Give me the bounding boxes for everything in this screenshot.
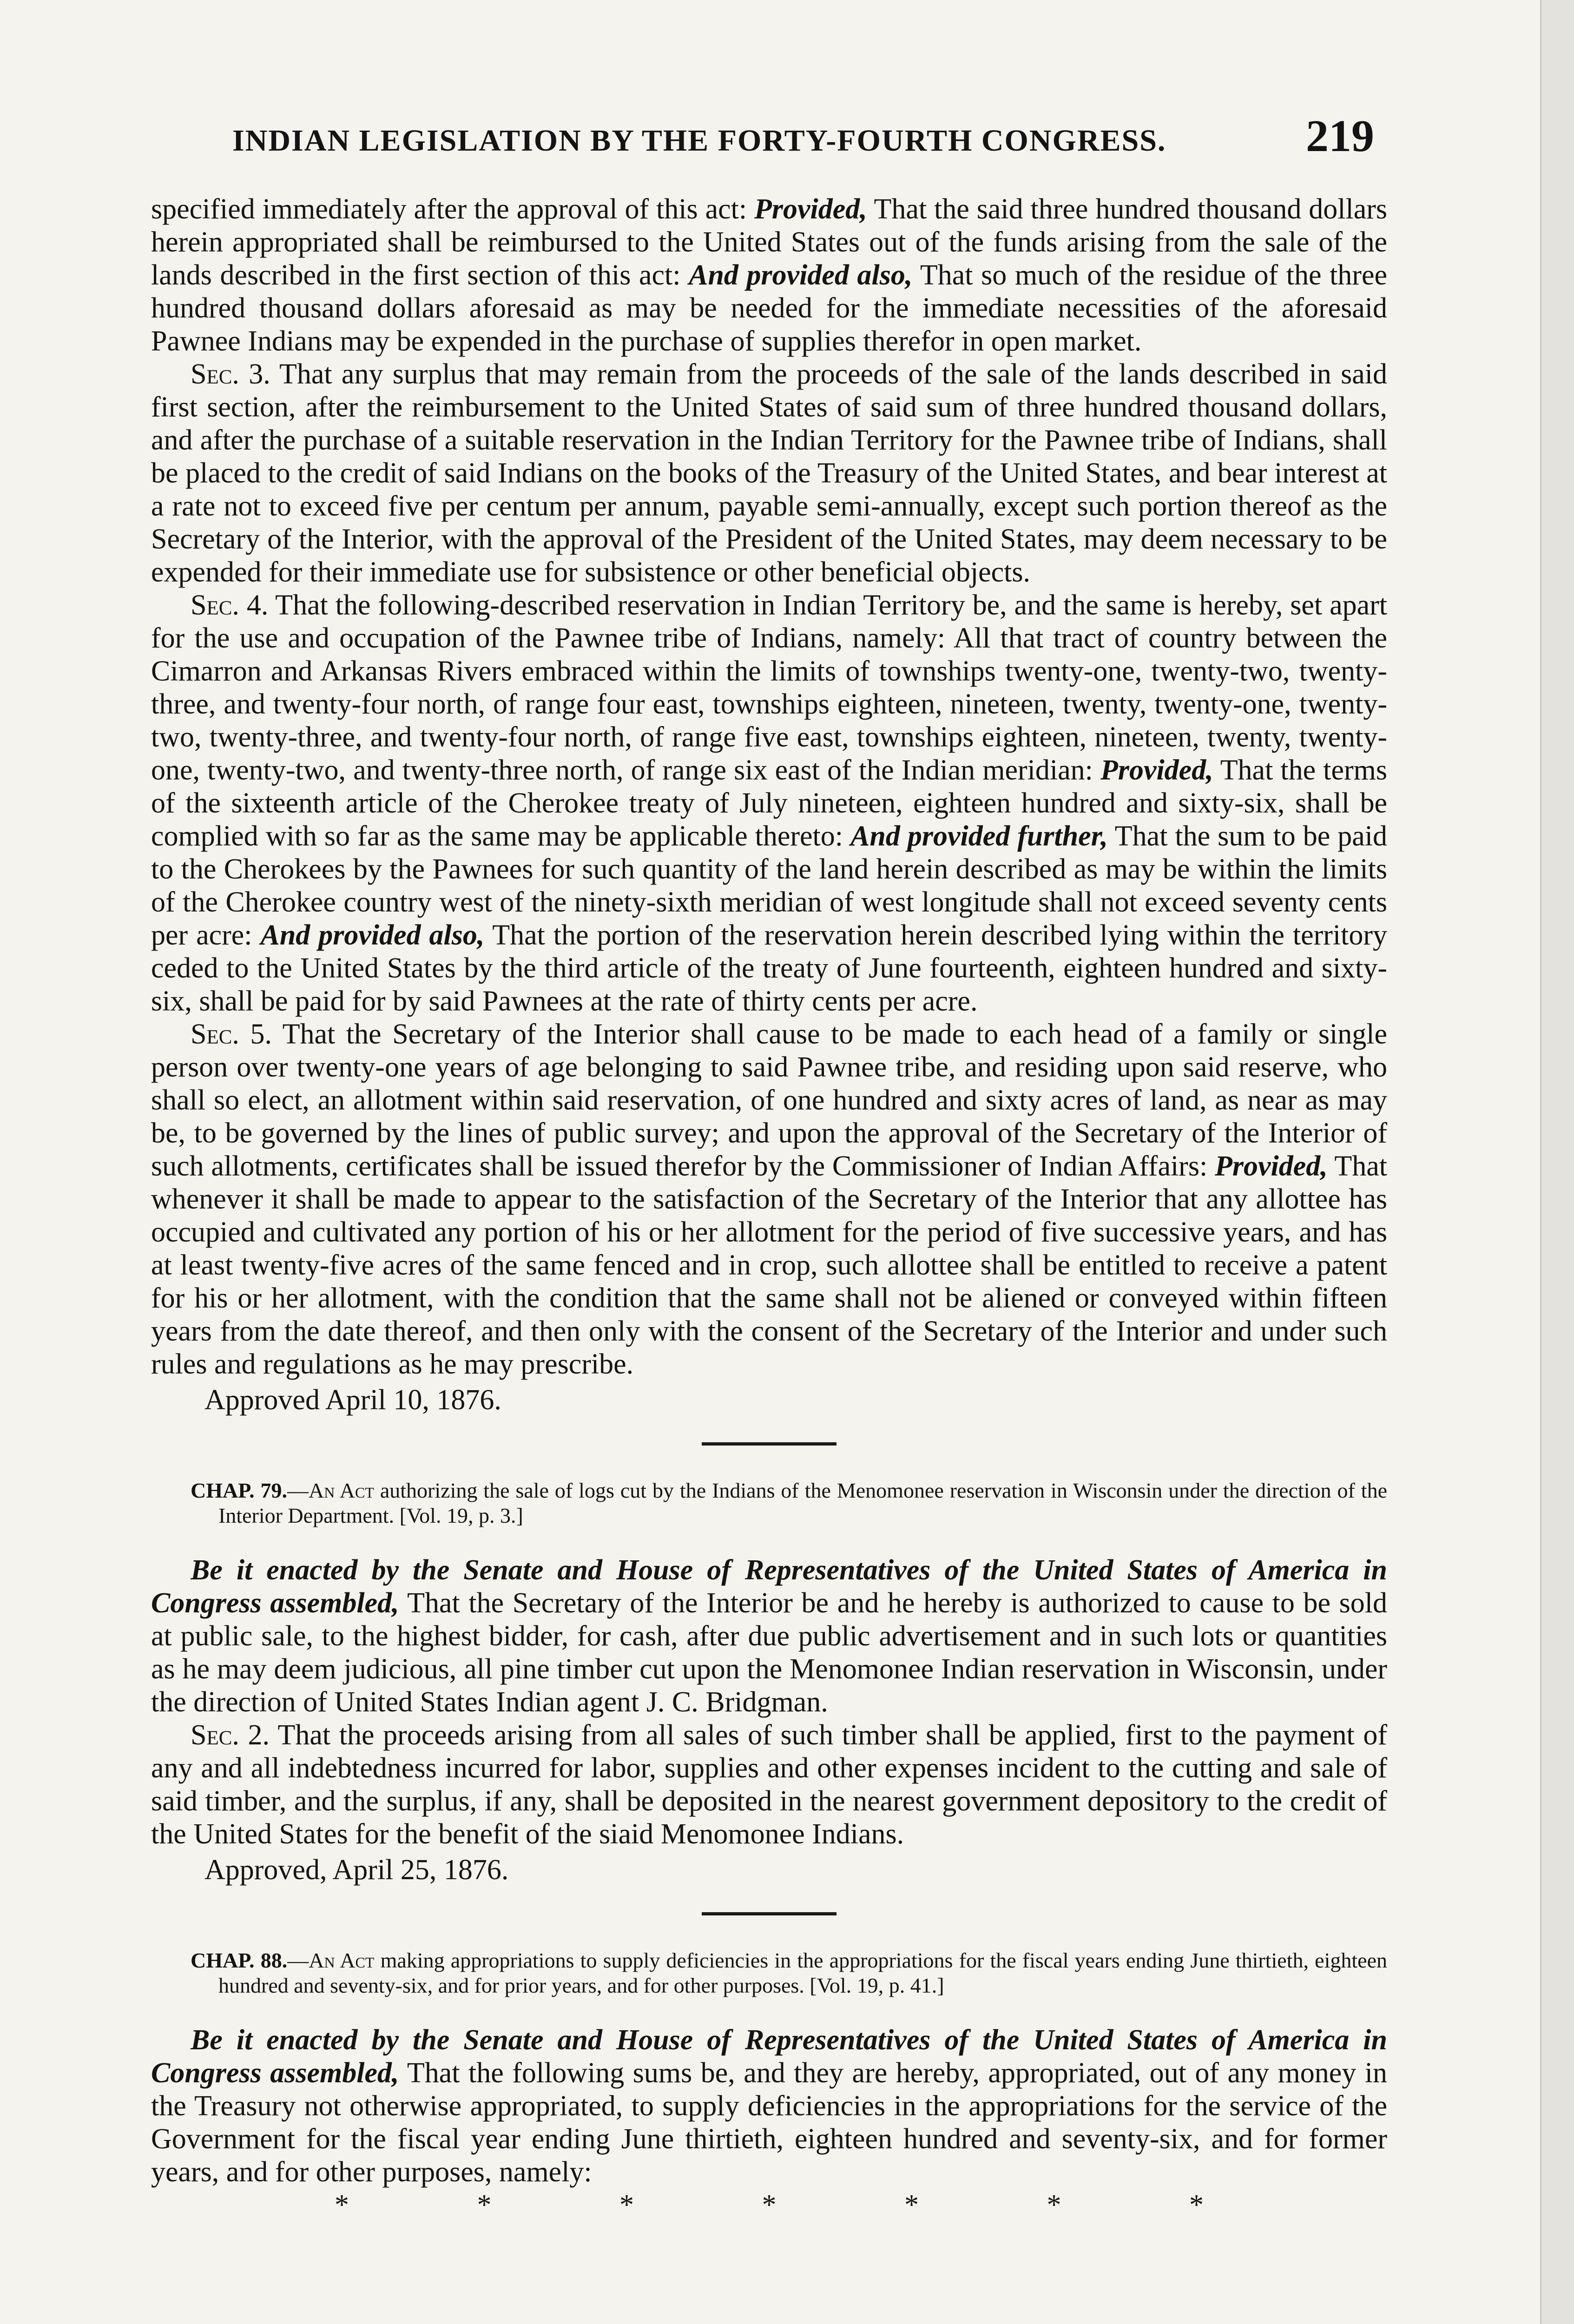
italic-run: And provided also, — [260, 919, 485, 951]
chapter-label: CHAP. 79. — [191, 1479, 288, 1502]
text-run: specified immediately after the approval of this act: — [151, 193, 754, 225]
section-label: Sec. 2. — [191, 1719, 270, 1751]
italic-run: And provided further, — [850, 820, 1108, 852]
enacting-clause — [151, 2024, 1387, 2189]
italic-run: Be it enacted by the Senate and House of Representatives of the United States of America in Congress assembled, — [151, 1554, 1387, 1619]
chapter-title: making appropriations to supply deficiencies in the appropriations for the fiscal years ending June thirtieth, eighteen hundred and seventy-six, and for prior years, and for other purposes. [Vol. 19, p. 41.] — [218, 1948, 1387, 1997]
text-run: That so much of the residue of the three hundred thousand dollars aforesaid as may be needed for the immediate necessities of the aforesaid Pawnee Indians may be expended in the purchase of supplies therefor in open market. — [151, 259, 1387, 357]
chapter-label: CHAP. 88. — [191, 1948, 288, 1972]
approved-date: Approved April 10, 1876. — [204, 1384, 501, 1416]
section-divider — [702, 1442, 836, 1446]
italic-run: Provided, — [754, 193, 867, 225]
text-run: That the proceeds arising from all sales of such timber shall be applied, first to the payment of any and all indebtedness incurred for labor, supplies and other expenses incident to the cutting and sale of said timber, and the surplus, if any, shall be deposited in the nearest government depository to the credit of the United States for the benefit of the siaid Menomonee Indians. — [151, 1719, 1387, 1850]
section-divider — [702, 1912, 836, 1915]
act-label: An Act — [309, 1948, 375, 1972]
text-run: That the following sums be, and they are hereby, appropriated, out of any money in the Treasury not otherwise appropriated, to supply deficiencies in the appropriations for the service of the Government for the fiscal year ending June thirtieth, eighteen hundred and seventy-six, and for former years, and for other purposes, namely: — [151, 2057, 1387, 2188]
section-2 — [151, 1719, 1387, 1851]
section-4 — [151, 589, 1387, 1018]
text-run: That the Secretary of the Interior be and he hereby is authorized to cause to be sold at public sale, to the highest bidder, for cash, after due public advertisement and in such lots or quantities as he may deem judicious, all pine timber cut upon the Menomonee Indian reservation in Wisconsin, under the direction of United States Indian agent J. C. Bridgman. — [151, 1587, 1387, 1718]
text-run: That any surplus that may remain from the proceeds of the sale of the lands described in said first section, after the reimbursement to the United States of said sum of three hundred thousand dollars, and after the purchase of a suitable reservation in the Indian Territory for the Pawnee tribe of Indians, shall be placed to the credit of said Indians on the books of the Treasury of the United States, and bear interest at a rate not to exceed five per centum per annum, payable semi-annually, except such portion thereof as the Secretary of the Interior, with the approval of the President of the United States, may deem necessary to be expended for their immediate use for subsistence or other beneficial objects. — [151, 358, 1387, 588]
section-3 — [151, 358, 1387, 589]
enacting-clause — [151, 1554, 1387, 1719]
page-edge — [1540, 0, 1574, 2324]
italic-run: Provided, — [1214, 1150, 1328, 1182]
approved-date: Approved, April 25, 1876. — [204, 1854, 509, 1886]
text-body — [151, 193, 1387, 2222]
chapter-79-heading: CHAP. 79.—An Act authorizing the sale of logs cut by the Indians of the Menomonee reservation in Wisconsin under the direction of the Interior Department. [Vol. 19, p. 3.] — [191, 1479, 1387, 1527]
text-run: That the following-described reservation in Indian Territory be, and the same is hereby, set apart for the use and occupation of the Pawnee tribe of Indians, namely: All that tract of country between the Cimarron and Arkansas Rivers embraced within the limits of townships twenty-one, twenty-two, twenty-three, and twenty-four north, of range four east, townships eighteen, nineteen, twenty, twenty-one, twenty-two, twenty-three, and twenty-four north, of range five east, townships eighteen, nineteen, twenty, twenty-one, twenty-two, and twenty-three north, of range six east of the Indian meridian: — [151, 589, 1387, 786]
omission-asterisks: * * * * * * * — [335, 2189, 1204, 2221]
chapter-88-heading: CHAP. 88.—An Act making appropriations to supply deficiencies in the appropriations for the fiscal years ending June thirtieth, eighteen hundred and seventy-six, and for prior years, and for other purposes. [Vol. 19, p. 41.] — [191, 1948, 1387, 1997]
text-run: That whenever it shall be made to appear to the satisfaction of the Secretary of the Interior that any allottee has occupied and cultivated any portion of his or her allotment for the period of five successive years, and has at least twenty-five acres of the same fenced and in crop, such allottee shall be entitled to receive a patent for his or her allotment, with the condition that the same shall not be aliened or conveyed within fifteen years from the date thereof, and then only with the consent of the Secretary of the Interior and under such rules and regulations as he may prescribe. — [151, 1150, 1388, 1380]
text-run: That the sum to be paid to the Cherokees by the Pawnees for such quantity of the land herein described as may be within the limits of the Cherokee country west of the ninety-sixth meridian of west longitude shall not exceed seventy cents per acre: — [151, 820, 1387, 951]
italic-run: And provided also, — [689, 259, 913, 291]
italic-run: Be it enacted by the Senate and House of Representatives of the United States of America in Congress assembled, — [151, 2024, 1387, 2089]
section-label: Sec. 3. — [191, 358, 270, 390]
italic-run: Provided, — [1100, 754, 1213, 786]
paragraph-continued — [151, 193, 1387, 358]
text-run: That the Secretary of the Interior shall cause to be made to each head of a family or single person over twenty-one years of age belonging to said Pawnee tribe, and residing upon said reserve, who shall so elect, an allotment within said reservation, of one hundred and sixty acres of land, as near as may be, to be governed by the lines of public survey; and upon the approval of the Secretary of the Interior of such allotments, certificates shall be issued therefor by the Commissioner of Indian Affairs: — [151, 1018, 1387, 1182]
text-run: That the portion of the reservation herein described lying within the territory ceded to the United States by the third article of the treaty of June fourteenth, eighteen hundred and sixty-six, shall be paid for by said Pawnees at the rate of thirty cents per acre. — [151, 919, 1388, 1017]
page-number: 219 — [1306, 111, 1374, 161]
chapter-title: authorizing the sale of logs cut by the Indians of the Menomonee reservation in Wisconsin under the direction of the Interior Department. [Vol. 19, p. 3.] — [218, 1479, 1387, 1527]
text-run: That the said three hundred thousand dollars herein appropriated shall be reimbursed to the United States out of the funds arising from the sale of the lands described in the first section of this act: — [151, 193, 1387, 291]
section-label: Sec. 4. — [191, 589, 269, 621]
page-header — [232, 105, 1394, 165]
text-run: That the terms of the sixteenth article of the Cherokee treaty of July nineteen, eighteen hundred and sixty-six, shall be complied with so far as the same may be applicable thereto: — [151, 754, 1388, 852]
running-head: INDIAN LEGISLATION BY THE FORTY-FOURTH CONGRESS. — [232, 124, 1166, 158]
section-label: Sec. 5. — [191, 1018, 272, 1050]
section-5 — [151, 1018, 1387, 1381]
act-label: An Act — [309, 1479, 374, 1502]
